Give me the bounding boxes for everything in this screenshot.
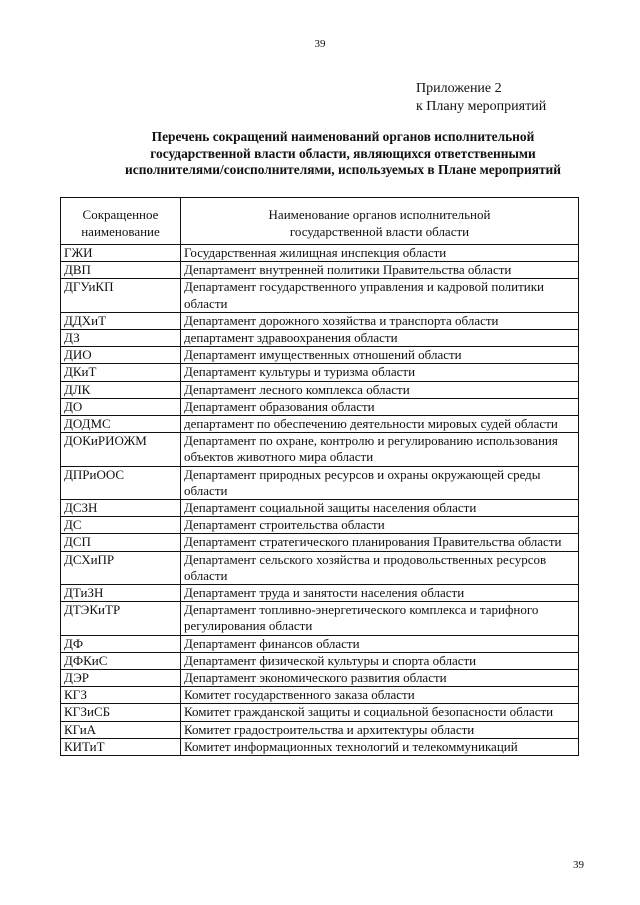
- table-row: [61, 364, 579, 381]
- abbreviation-cell: КИТиТ: [61, 738, 181, 755]
- abbreviation-cell: ДВП: [61, 262, 181, 279]
- table-row: [61, 279, 579, 312]
- full-name-cell: Департамент дорожного хозяйства и транспорта области: [181, 312, 579, 329]
- full-name-cell: Департамент экономического развития области: [181, 670, 579, 687]
- full-name-cell: Департамент стратегического планирования Правительства области: [181, 534, 579, 551]
- header-full-name-line-1: Наименование органов исполнительной: [268, 207, 491, 222]
- abbreviation-cell: КГЗиСБ: [61, 704, 181, 721]
- abbreviation-cell: ДОКиРИОЖМ: [61, 433, 181, 466]
- abbreviation-cell: ДОДМС: [61, 416, 181, 433]
- full-name-cell: Комитет градостроительства и архитектуры области: [181, 721, 579, 738]
- table-row: [61, 347, 579, 364]
- annex-heading: [416, 80, 546, 116]
- full-name-cell: Департамент внутренней политики Правительства области: [181, 262, 579, 279]
- table-row: [61, 433, 579, 466]
- full-name-cell: Департамент имущественных отношений области: [181, 347, 579, 364]
- full-name-cell: департамент здравоохранения области: [181, 330, 579, 347]
- abbreviation-cell: ДИО: [61, 347, 181, 364]
- table-row: [61, 245, 579, 262]
- full-name-cell: Государственная жилищная инспекция области: [181, 245, 579, 262]
- abbreviation-cell: ДСЗН: [61, 500, 181, 517]
- full-name-cell: Департамент топливно-энергетического комплекса и тарифного регулирования области: [181, 602, 579, 635]
- table-row: [61, 534, 579, 551]
- full-name-cell: Комитет гражданской защиты и социальной безопасности области: [181, 704, 579, 721]
- header-abbreviation-line-1: Сокращенное: [82, 207, 159, 222]
- abbreviations-table: [60, 197, 579, 756]
- title-line-3: исполнителями/соисполнителями, используемых в Плане мероприятий: [125, 162, 561, 177]
- abbreviation-cell: ДДХиТ: [61, 312, 181, 329]
- table-row: [61, 517, 579, 534]
- table-row: [61, 466, 579, 499]
- abbreviation-cell: ДТиЗН: [61, 585, 181, 602]
- full-name-cell: Департамент труда и занятости населения области: [181, 585, 579, 602]
- table-row: [61, 602, 579, 635]
- full-name-cell: Департамент культуры и туризма области: [181, 364, 579, 381]
- full-name-cell: Департамент социальной защиты населения области: [181, 500, 579, 517]
- table-row: [61, 652, 579, 669]
- table-row: [61, 398, 579, 415]
- title-line-1: Перечень сокращений наименований органов исполнительной: [151, 129, 535, 144]
- full-name-cell: Департамент по охране, контролю и регулированию использования объектов животного мира области: [181, 433, 579, 466]
- table-row: [61, 670, 579, 687]
- full-name-cell: Департамент строительства области: [181, 517, 579, 534]
- header-full-name: [181, 198, 579, 245]
- header-full-name-line-2: государственной власти области: [289, 224, 470, 239]
- table-row: [61, 262, 579, 279]
- full-name-cell: Комитет информационных технологий и телекоммуникаций: [181, 738, 579, 755]
- full-name-cell: Департамент финансов области: [181, 635, 579, 652]
- full-name-cell: Департамент государственного управления и кадровой политики области: [181, 279, 579, 312]
- abbreviation-cell: ДФ: [61, 635, 181, 652]
- full-name-cell: департамент по обеспечению деятельности мировых судей области: [181, 416, 579, 433]
- header-abbreviation-line-2: наименование: [81, 224, 160, 239]
- annex-line-2: к Плану мероприятий: [416, 99, 547, 114]
- table-row: [61, 721, 579, 738]
- annex-line-1: Приложение 2: [416, 81, 502, 96]
- full-name-cell: Комитет государственного заказа области: [181, 687, 579, 704]
- abbreviation-cell: ДЭР: [61, 670, 181, 687]
- page-number-top: 39: [314, 38, 326, 50]
- table-body: [61, 245, 579, 756]
- full-name-cell: Департамент природных ресурсов и охраны окружающей среды области: [181, 466, 579, 499]
- table-row: [61, 500, 579, 517]
- abbreviation-cell: ДТЭКиТР: [61, 602, 181, 635]
- abbreviation-cell: ДКиТ: [61, 364, 181, 381]
- full-name-cell: Департамент физической культуры и спорта области: [181, 652, 579, 669]
- table-row: [61, 704, 579, 721]
- full-name-cell: Департамент сельского хозяйства и продовольственных ресурсов области: [181, 551, 579, 584]
- table-row: [61, 738, 579, 755]
- document-title: [108, 129, 578, 179]
- abbreviation-cell: ДЛК: [61, 381, 181, 398]
- full-name-cell: Департамент лесного комплекса области: [181, 381, 579, 398]
- table-row: [61, 312, 579, 329]
- table-row: [61, 381, 579, 398]
- abbreviation-cell: ДС: [61, 517, 181, 534]
- abbreviation-cell: КГиА: [61, 721, 181, 738]
- table-row: [61, 585, 579, 602]
- title-line-2: государственной власти области, являющихся ответственными: [150, 145, 536, 161]
- table-header-row: [61, 198, 579, 245]
- page-number-bottom: 39: [573, 859, 584, 871]
- abbreviation-cell: КГЗ: [61, 687, 181, 704]
- table-row: [61, 687, 579, 704]
- header-abbreviation: [61, 198, 181, 245]
- abbreviation-cell: ДФКиС: [61, 652, 181, 669]
- abbreviation-cell: ДГУиКП: [61, 279, 181, 312]
- abbreviation-cell: ДПРиООС: [61, 466, 181, 499]
- table-row: [61, 551, 579, 584]
- abbreviation-cell: ДЗ: [61, 330, 181, 347]
- table-row: [61, 416, 579, 433]
- abbreviation-cell: ДО: [61, 398, 181, 415]
- abbreviation-cell: ГЖИ: [61, 245, 181, 262]
- table-row: [61, 635, 579, 652]
- abbreviation-cell: ДСХиПР: [61, 551, 181, 584]
- table-row: [61, 330, 579, 347]
- abbreviation-cell: ДСП: [61, 534, 181, 551]
- full-name-cell: Департамент образования области: [181, 398, 579, 415]
